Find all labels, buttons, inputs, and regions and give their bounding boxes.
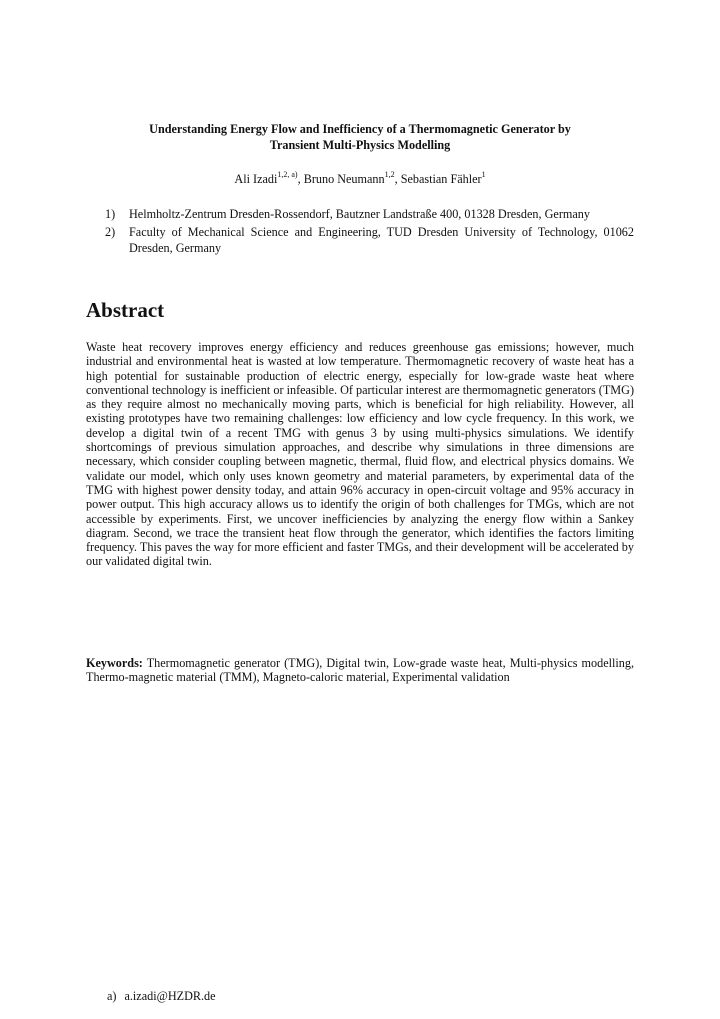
paper-title-line1: Understanding Energy Flow and Inefficiency of a Thermomagnetic Generator by bbox=[149, 122, 571, 136]
affiliation-text: Helmholtz-Zentrum Dresden-Rossendorf, Bautzner Landstraße 400, 01328 Dresden, Germany bbox=[129, 207, 590, 221]
keywords-paragraph bbox=[86, 656, 634, 685]
affiliation-text: Faculty of Mechanical Science and Engineering, TUD Dresden University of Technology, 01062 Dresden, Germany bbox=[129, 225, 634, 255]
keywords-label: Keywords: bbox=[86, 656, 143, 670]
affiliation-item bbox=[105, 224, 634, 256]
footnote bbox=[107, 988, 216, 1004]
abstract-body: Waste heat recovery improves energy efficiency and reduces greenhouse gas emissions; however, much industrial and environmental heat is wasted at low temperature. Thermomagnetic recovery of waste heat has a high potential for sustainable production of electric energy, especially for low-grade waste heat where conventional technology is inefficient or infeasible. Of particular interest are thermomagnetic generators (TMG) as they require almost no mechanically moving parts, which is beneficial for high reliability. However, all existing prototypes have two remaining challenges: low efficiency and low cycle frequency. In this work, we develop a digital twin of a recent TMG with genus 3 by using multi-physics simulations. We identify shortcomings of previous simulation approaches, and describe why simulations in three dimensions are necessary, which consider coupling between magnetic, thermal, fluid flow, and electrical physics domains. We validate our model, which only uses known geometry and material parameters, by experimental data of the TMG with highest power density today, and attain 96% accuracy in open-circuit voltage and 95% accuracy in power output. This high accuracy allows us to identify the origin of both challenges for TMGs, which are not accessible by experiments. First, we uncover inefficiencies by analyzing the energy flow within a Sankey diagram. Second, we trace the transient heat flow through the generator, which identifies the factors limiting frequency. This paves the way for more efficient and faster TMGs, and their development will be accelerated by our validated digital twin. bbox=[86, 340, 634, 569]
author-separator: , bbox=[394, 172, 401, 186]
author-affiliation-mark: 1,2 bbox=[384, 169, 395, 179]
paper-title-line2: Transient Multi-Physics Modelling bbox=[269, 138, 451, 152]
abstract-heading: Abstract bbox=[86, 298, 165, 322]
paper-title bbox=[86, 121, 634, 153]
affiliation-number: 2) bbox=[105, 225, 116, 239]
keywords-text: Thermomagnetic generator (TMG), Digital twin, Low-grade waste heat, Multi-physics modelling, Thermo-magnetic material (TMM), Magneto-caloric material, Experimental validation bbox=[86, 656, 634, 685]
affiliation-item bbox=[105, 206, 634, 222]
author-name: Ali Izadi bbox=[234, 172, 278, 186]
author-separator: , bbox=[297, 172, 304, 186]
author-name: Bruno Neumann bbox=[303, 172, 385, 186]
author-name: Sebastian Fähler bbox=[400, 172, 482, 186]
footnote-mark: a) bbox=[107, 989, 117, 1003]
author-affiliation-mark: 1,2, a) bbox=[277, 169, 298, 179]
footnote-email[interactable]: a.izadi@HZDR.de bbox=[124, 989, 216, 1003]
author-list bbox=[86, 171, 634, 187]
affiliation-number: 1) bbox=[105, 207, 116, 221]
affiliation-list bbox=[105, 206, 634, 258]
author-affiliation-mark: 1 bbox=[481, 169, 486, 179]
